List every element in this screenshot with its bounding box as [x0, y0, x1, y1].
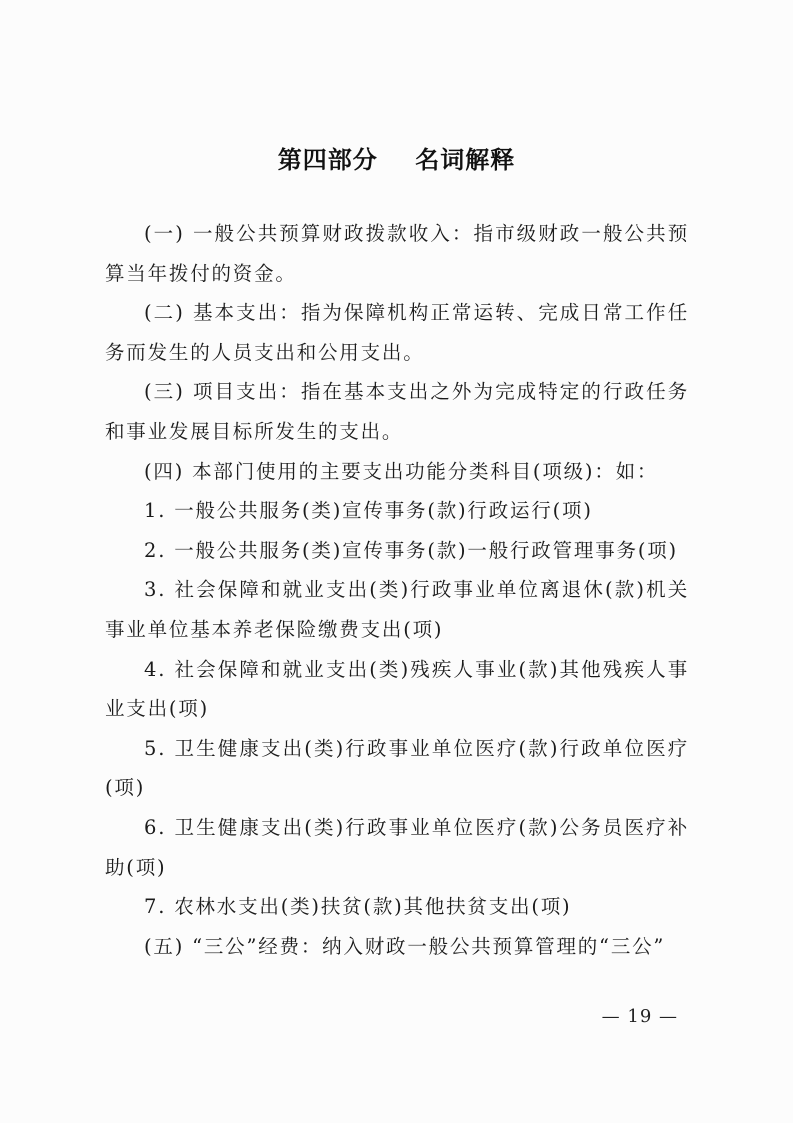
paragraph-general-budget-income: (一) 一般公共预算财政拨款收入：指市级财政一般公共预算当年拨付的资金。: [105, 222, 689, 285]
list-item-1: 1. 一般公共服务(类)宣传事务(款)行政运行(项): [144, 499, 593, 523]
list-item-7: 7. 农林水支出(类)扶贫(款)其他扶贫支出(项): [144, 895, 572, 919]
list-item-5: 5. 卫生健康支出(类)行政事业单位医疗(款)行政单位医疗(项): [105, 736, 689, 800]
list-item-3: 3. 社会保障和就业支出(类)行政事业单位离退休(款)机关事业单位基本养老保险缴费支出(项): [105, 578, 689, 641]
list-item-2: 2. 一般公共服务(类)宣传事务(款)一般行政管理事务(项): [144, 538, 678, 562]
paragraph-three-public-expenses: (五) “三公”经费：纳入财政一般公共预算管理的“三公”: [144, 934, 666, 958]
section-title: 第四部分 名词解释: [277, 146, 516, 174]
list-item-4: 4. 社会保障和就业支出(类)残疾人事业(款)其他残疾人事业支出(项): [105, 657, 689, 721]
document-body: [105, 214, 689, 966]
paragraph-functional-classification: (四) 本部门使用的主要支出功能分类科目(项级)：如：: [144, 459, 659, 483]
paragraph-project-expenditure: (三) 项目支出：指在基本支出之外为完成特定的行政任务和事业发展目标所发生的支出。: [105, 380, 689, 443]
paragraph-basic-expenditure: (二) 基本支出：指为保障机构正常运转、完成日常工作任务而发生的人员支出和公用支出。: [105, 301, 689, 364]
page-number: — 19 —: [601, 1006, 678, 1027]
list-item-6: 6. 卫生健康支出(类)行政事业单位医疗(款)公务员医疗补助(项): [105, 815, 689, 879]
